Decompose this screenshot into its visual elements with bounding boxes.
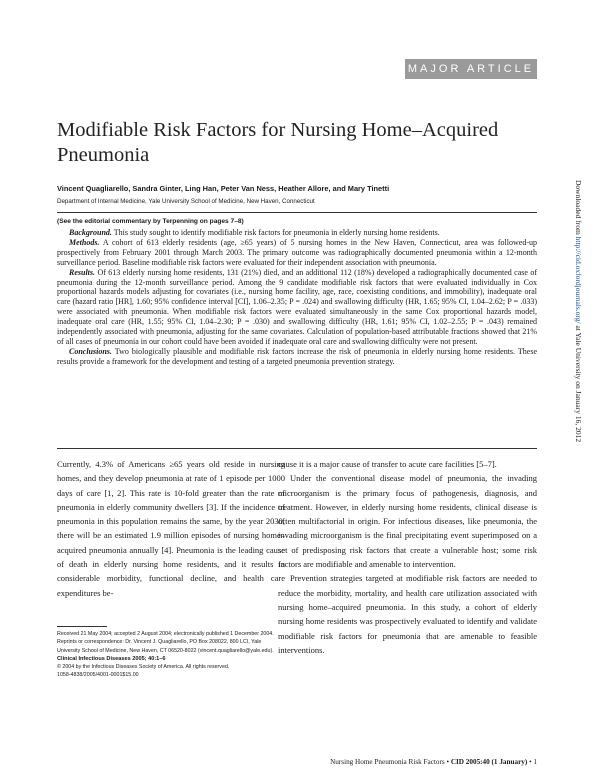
running-title: Nursing Home Pneumonia Risk Factors <box>330 758 445 766</box>
divider <box>57 448 537 449</box>
received-dates: Received 21 May 2004; accepted 2 August 2004; electronically published 1 December 2004. <box>57 631 274 637</box>
reprints-note: Reprints or correspondence: Dr. Vincent J. Quagliarello, PO Box 208022, 800 LCI, Yale University School of Medicine, New Haven, CT 06520-8022 (vincent.quagliarello@yale.edu). <box>57 639 274 654</box>
abstract-text: This study sought to identify modifiable risk factors for pneumonia in elderly nursing home residents. <box>113 228 440 237</box>
abstract-label: Methods. <box>69 237 100 247</box>
footer-journal: CID 2005:40 (1 January) <box>450 758 528 766</box>
sidenote-prefix: Downloaded from <box>574 180 583 237</box>
abstract <box>57 228 537 367</box>
abstract-label: Background. <box>69 228 112 237</box>
body-paragraph: Prevention strategies targeted at modifiable risk factors are needed to reduce the morbidity, mortality, and health care utilization associated with nursing home–acquired pneumonia. In this study, a cohort of elderly nursing home residents was prospectively evaluated to identify and validate modifiable risk factors for pneumonia that are amenable to feasible interventions. <box>278 573 537 655</box>
abstract-text: Two biologically plausible and modifiable risk factors increase the risk of pneumonia in elderly nursing home residents. These results provide a framework for the development and testing of a targeted pneumonia prevention strategy. <box>57 346 537 366</box>
abstract-text: Of 613 elderly nursing home residents, 131 (21%) died, and an additional 112 (18%) developed a radiographically documented case of pneumonia during the 12-month surveillance period. Among the 9 candidate modifiable risk factors that were evaluated individually in Cox proportional hazards models adjusting for covariates (i.e., nursing home facility, age, race, coexisting conditions, and immobility), inadequate oral care (hazard ratio [HR], 1.60; 95% confidence interval [CI], 1.06–2.35; P = .024) and swallowing difficulty (HR, 1.65; 95% CI, 1.04–2.62; P = .033) were associated with pneumonia. When modifiable risk factors were evaluated simultaneously in the same Cox proportional hazards model, inadequate oral care (HR, 1.55; 95% CI, 1.04–2.30; P = .030) and swallowing difficulty (HR, 1.61; 95% CI, 1.02–2.55; P = .043) remained independently associated with pneumonia, adjusting for the same covariates. Calculation of population-based attributable fractions showed that 21% of all cases of pneumonia in our cohort could have been avoided if inadequate oral care and swallowing difficulty were not present. <box>57 267 538 346</box>
divider <box>57 212 537 213</box>
copyright-note: © 2004 by the Infectious Diseases Society of America. All rights reserved. <box>57 664 230 671</box>
affiliation: Department of Internal Medicine, Yale University School of Medicine, New Haven, Connecticut <box>57 198 315 205</box>
download-sidenote <box>574 180 583 442</box>
abstract-conclusions <box>57 347 537 367</box>
abstract-results <box>57 268 537 347</box>
page-footer: Nursing Home Pneumonia Risk Factors • CID 2005:40 (1 January) • 1 <box>330 758 537 766</box>
footnote <box>57 630 285 680</box>
abstract-methods <box>57 238 537 268</box>
issn: 1058-4838/2005/4001-0001$15.00 <box>57 672 139 679</box>
article-title: Modifiable Risk Factors for Nursing Home–Acquired Pneumonia <box>57 119 499 166</box>
abstract-label: Conclusions. <box>69 346 112 356</box>
commentary-note: (See the editorial commentary by Terpenning on pages 7–8) <box>57 218 244 225</box>
body-column-left <box>57 457 285 600</box>
body-paragraph: cause it is a major cause of transfer to acute care facilities [5–7]. <box>278 459 497 469</box>
body-paragraph: Currently, 4.3% of Americans ≥65 years old reside in nursing homes, and they develop pneumonia at rate of 1 episode per 1000 days of care [1, 2]. This rate is 10-fold greater than the rate of pneumonia in elderly community dwellers [3]. If the incidence of pneumonia in this population remains the same, by the year 2030, there will be an estimated 1.9 million episodes of nursing home–acquired pneumonia annually [4]. Pneumonia is the leading cause of death in elderly nursing home residents, and it results in considerable morbidity, functional decline, and health care expenditures be- <box>57 459 285 598</box>
abstract-label: Results. <box>69 267 96 277</box>
author-list: Vincent Quagliarello, Sandra Ginter, Ling Han, Peter Van Ness, Heather Allore, and Mary Tinetti <box>57 184 390 193</box>
footnote-divider <box>57 626 107 627</box>
abstract-background <box>57 228 537 238</box>
page-number: 1 <box>533 758 537 766</box>
journal-link[interactable]: http://cid.oxfordjournals.org/ <box>574 236 583 324</box>
sidenote-suffix: at Yale University on January 16, 2012 <box>574 323 583 443</box>
body-paragraph: Under the conventional disease model of pneumonia, the invading microorganism is the primary focus of pathogenesis, diagnosis, and treatment. However, in elderly nursing home residents, clinical disease is often multifactorial in origin. For infectious diseases, like pneumonia, the invading microorganism is the final precipitating event superimposed on a set of predisposing risk factors that create a vulnerable host; some risk factors are modifiable and amenable to intervention. <box>278 473 537 570</box>
body-column-right <box>278 457 537 657</box>
article-type-banner: MAJOR ARTICLE <box>405 59 537 79</box>
journal-citation: Clinical Infectious Diseases 2005; 40:1–6 <box>57 655 166 662</box>
abstract-text: A cohort of 613 elderly residents (age, ≥65 years) of 5 nursing homes in the New Haven, Connecticut, area was followed-up prospectively from February 2001 through March 2003. The primary outcome was radiographically documented pneumonia within a 12-month surveillance period. Baseline modifiable risk factors were evaluated for their independent association with pneumonia. <box>57 237 537 267</box>
